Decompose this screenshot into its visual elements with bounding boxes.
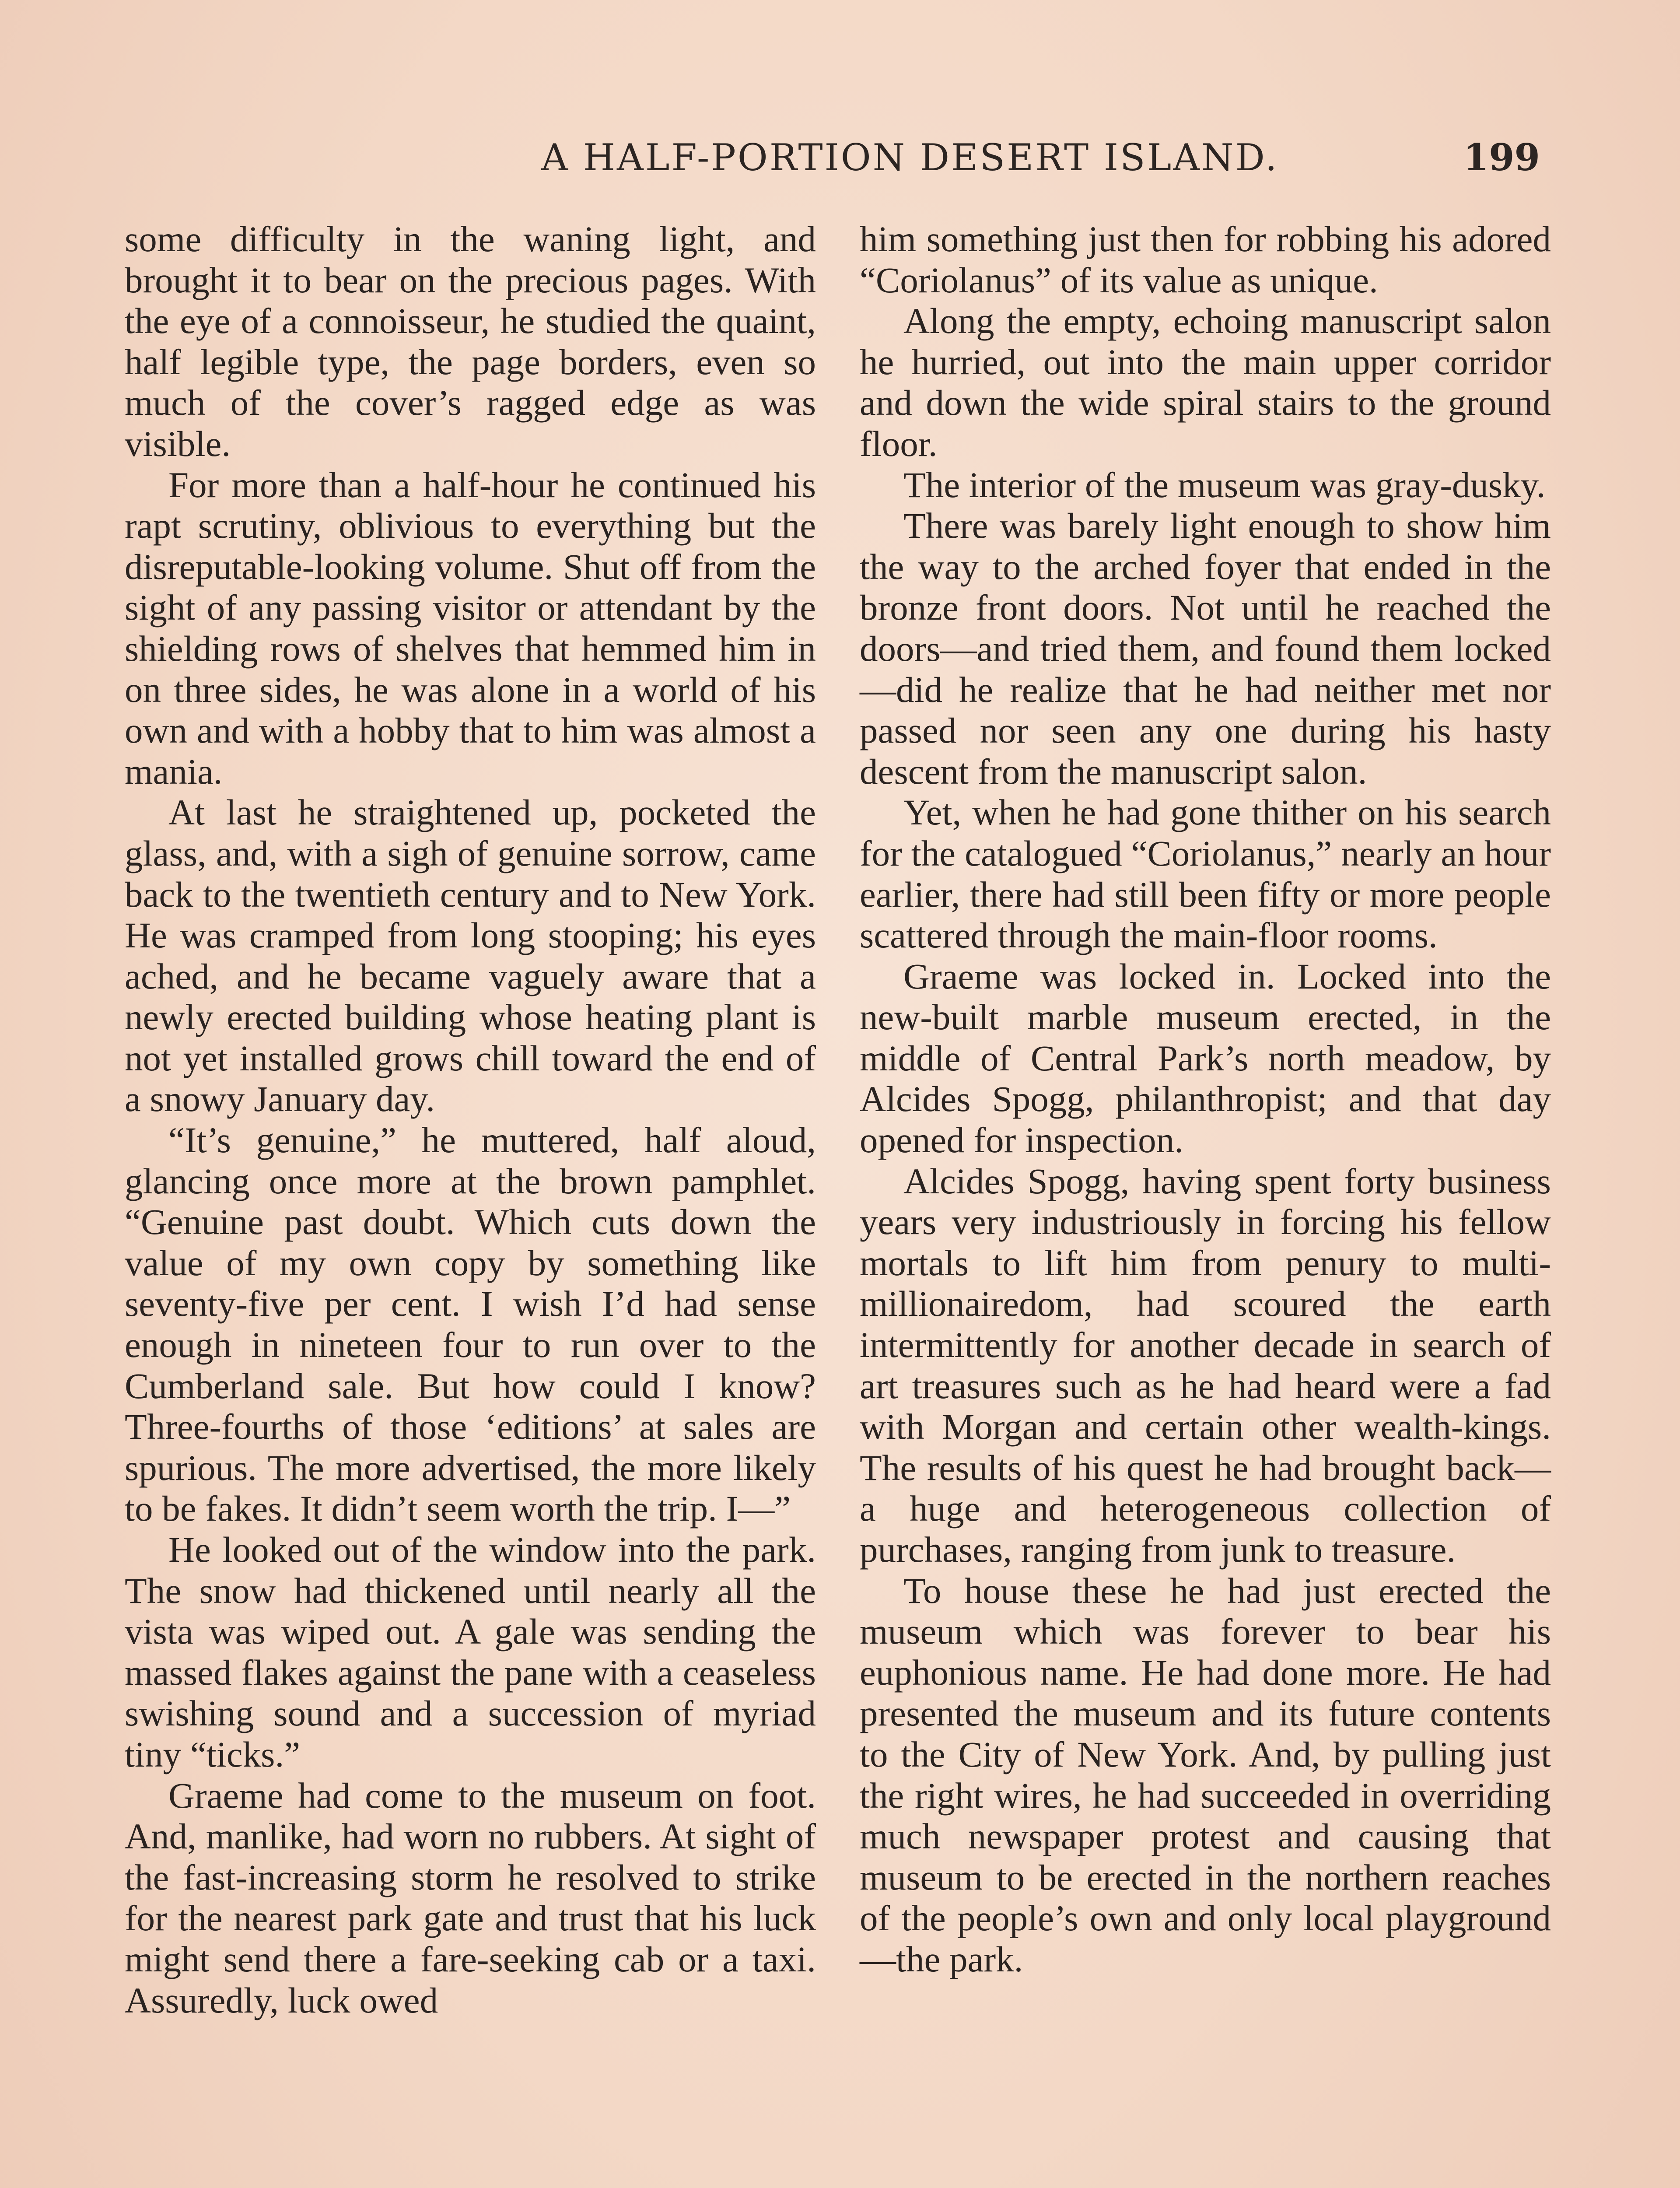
text-column-right bbox=[860, 219, 1551, 1980]
paragraph: To house these he had just erected the museum which was forever to bear his euphonious name. He had done more. He had presented the museum and its future contents to the City of New York. And, by pulling just the right wires, he had succeeded in overriding much newspaper protest and causing that museum to be erected in the northern reaches of the people’s own and only local playground—the park. bbox=[860, 1570, 1551, 1979]
page-header-title: A HALF-PORTION DESERT ISLAND. bbox=[541, 136, 1279, 179]
paragraph: At last he straightened up, pocketed the glass, and, with a sigh of genuine sorrow, came back to the twentieth century and to New York. He was cramped from long stooping; his eyes ached, and he became vaguely aware that a newly erected building whose heating plant is not yet installed grows chill toward the end of a snowy January day. bbox=[125, 792, 816, 1119]
paragraph: him something just then for robbing his adored “Coriolanus” of its value as unique. bbox=[860, 219, 1551, 300]
page-number: 199 bbox=[1463, 136, 1540, 179]
paragraph: Yet, when he had gone thither on his search for the catalogued “Coriolanus,” nearly an hour earlier, there had still been fifty or more people scattered through the main-floor rooms. bbox=[860, 792, 1551, 956]
paragraph: The interior of the museum was gray-dusky. bbox=[903, 464, 1546, 505]
paragraph: Alcides Spogg, having spent forty business years very industriously in forcing his fellow mortals to lift him from penury to multi-millionairedom, had scoured the earth intermittently for another decade in search of art treasures such as he had heard were a fad with Morgan and certain other wealth-kings. The results of his quest he had brought back—a huge and heterogeneous collection of purchases, ranging from junk to treasure. bbox=[860, 1161, 1551, 1570]
paragraph: There was barely light enough to show him the way to the arched foyer that ended in the bronze front doors. Not until he reached the doors—and tried them, and found them locked—did he realize that he had neither met nor passed nor seen any one during his hasty descent from the manuscript salon. bbox=[860, 505, 1551, 792]
paragraph: He looked out of the window into the park. The snow had thickened until nearly all the vista was wiped out. A gale was sending the massed flakes against the pane with a ceaseless swishing sound and a succession of myriad tiny “ticks.” bbox=[125, 1529, 816, 1774]
running-head bbox=[114, 131, 1540, 184]
text-column-left bbox=[125, 219, 816, 2021]
paragraph: “It’s genuine,” he muttered, half aloud, glancing once more at the brown pamphlet. “Genuine past doubt. Which cuts down the value of my own copy by something like seventy-five per cent. I wish I’d had sense enough in nineteen four to run over to the Cumberland sale. But how could I know? Three-fourths of those ‘editions’ at sales are spurious. The more advertised, the more likely to be fakes. It didn’t seem worth the trip. I—” bbox=[125, 1120, 816, 1529]
paragraph: Graeme was locked in. Locked into the new-built marble museum erected, in the middle of Central Park’s north meadow, by Alcides Spogg, philanthropist; and that day opened for inspection. bbox=[860, 956, 1551, 1161]
paragraph: For more than a half-hour he continued his rapt scrutiny, oblivious to everything but the disreputable-looking volume. Shut off from the sight of any passing visitor or attendant by the shielding rows of shelves that hemmed him in on three sides, he was alone in a world of his own and with a hobby that to him was almost a mania. bbox=[125, 464, 816, 792]
paragraph: Along the empty, echoing manuscript salon he hurried, out into the main upper corridor and down the wide spiral stairs to the ground floor. bbox=[860, 301, 1551, 464]
paragraph: some difficulty in the waning light, and brought it to bear on the precious pages. With the eye of a connoisseur, he studied the quaint, half legible type, the page borders, even so much of the cover’s ragged edge as was visible. bbox=[125, 219, 816, 464]
paragraph: Graeme had come to the museum on foot. And, manlike, had worn no rubbers. At sight of the fast-increasing storm he resolved to strike for the nearest park gate and trust that his luck might send there a fare-seeking cab or a taxi. Assuredly, luck owed bbox=[125, 1775, 816, 2020]
